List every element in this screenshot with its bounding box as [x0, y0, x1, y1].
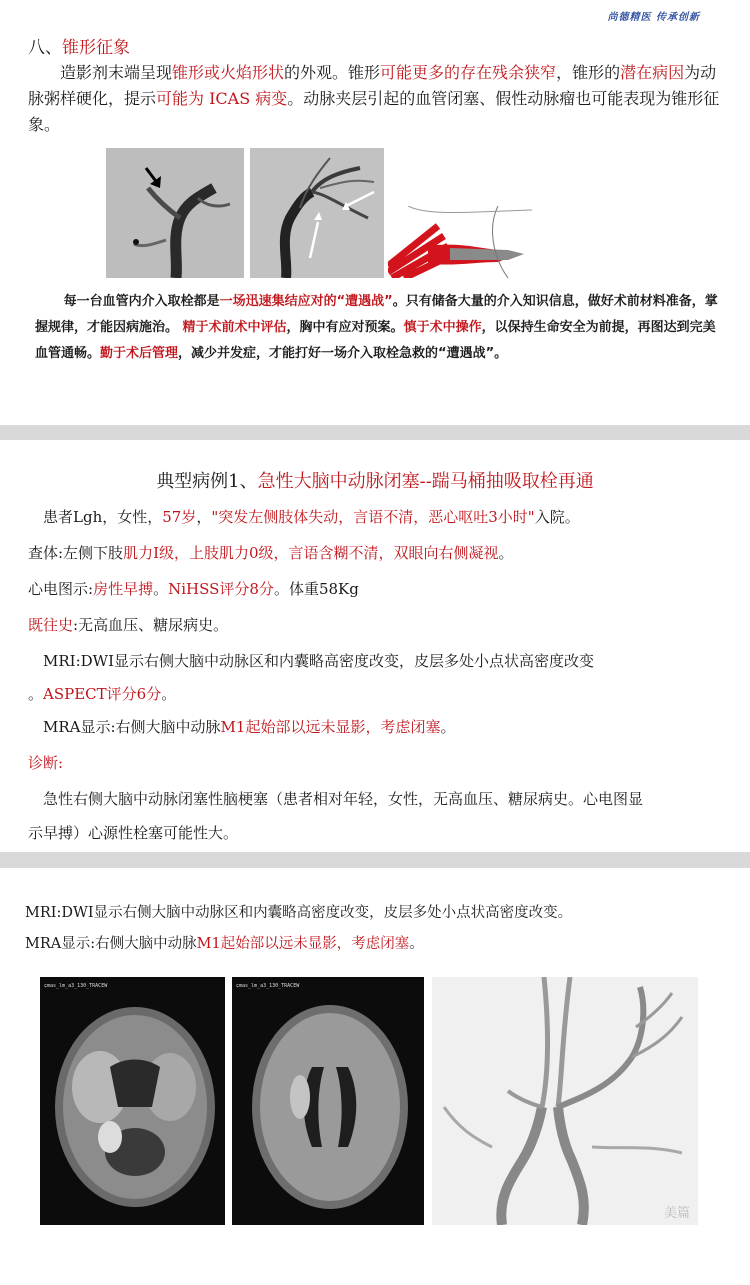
body-text: 查体:左侧下肢 — [28, 544, 124, 562]
highlight-text: 精于术前术中评估 — [182, 320, 287, 335]
body-text: MRA显示:右侧大脑中动脉 — [28, 718, 221, 736]
highlight-text: NiHSS评分8分 — [168, 580, 274, 598]
exam-line — [28, 542, 514, 563]
slide-case-1 — [0, 440, 750, 852]
aspect-line — [28, 683, 176, 704]
mra-caption — [25, 932, 424, 953]
body-text: 。 — [440, 718, 456, 736]
body-text: 心电图示: — [28, 580, 94, 598]
body-text: 的外观。锥形 — [284, 63, 381, 82]
highlight-text: 潜在病因 — [620, 63, 685, 82]
body-text: 患者相对年轻，女性，无高血压、糖尿病史。心电图显 — [283, 790, 644, 808]
body-text: ，减少并发症，才能打好一场介入取栓急救的“遭遇战”。 — [178, 346, 508, 361]
body-text: 为动脉粥样硬化，提示 — [28, 63, 717, 108]
slide-cone-sign — [0, 0, 750, 425]
highlight-text: ASPECT评分6分 — [43, 685, 162, 703]
mri-line — [28, 650, 594, 671]
diagnosis-line-1 — [28, 788, 643, 809]
body-text: 入院。 — [534, 508, 580, 526]
body-text: 。体重58Kg — [273, 580, 359, 598]
watermark-logo: 美篇 — [663, 1206, 690, 1221]
patient-info-line — [28, 506, 580, 527]
slide-separator — [0, 852, 750, 868]
highlight-text: 可能为 ICAS 病变 — [156, 89, 288, 108]
body-text: 。 — [498, 544, 514, 562]
mra-line — [28, 716, 455, 737]
ecg-line — [28, 578, 359, 599]
highlight-text: 勤于术后管理 — [100, 346, 179, 361]
diagnosis-label — [28, 752, 63, 773]
body-text: MRI:DWI显示右侧大脑中动脉区和内囊略高密度改变，皮层多处小点状高密度改变 — [28, 652, 595, 670]
body-text: 。 — [153, 580, 169, 598]
highlight-text: 既往史 — [28, 616, 74, 634]
thrombectomy-paragraph — [35, 289, 725, 367]
highlight-text: 慎于术中操作 — [403, 320, 482, 335]
body-text: 造影剂末端呈现 — [60, 63, 173, 82]
highlight-text: 锥形或火焰形状 — [172, 63, 285, 82]
dwi-scan-2: ɕmas_lm_a3_130_TRACEW — [232, 977, 424, 1225]
slide-watermark: 尚德精医 传承创新 — [607, 12, 700, 23]
body-text: MRI:DWI显示右侧大脑中动脉区和内囊略高密度改变，皮层多处小点状高密度改变。 — [25, 905, 573, 921]
body-text: MRA显示:右侧大脑中动脉 — [25, 936, 197, 952]
highlight-text: M1起始部以远未显影，考虑闭塞 — [196, 936, 410, 952]
body-text: 每一台血管内介入取栓都是 — [63, 294, 220, 309]
highlight-text: 一场迅速集结应对的“遭遇战” — [219, 294, 393, 309]
mri-caption — [25, 901, 572, 922]
body-text: 。只有储备大量的介入知识信息，做好术前材料准备，掌握规律，才能因病施治。 — [35, 294, 718, 335]
highlight-text: 肌力I级，上肢肌力0级，言语含糊不清，双眼向右侧凝视 — [123, 544, 499, 562]
body-text: 。 — [28, 685, 44, 703]
body-text: :无高血压、糖尿病史。 — [73, 616, 229, 634]
cone-sign-illustration — [388, 206, 532, 278]
history-line — [28, 614, 228, 635]
angiography-image-1 — [106, 148, 244, 278]
dwi-scan-1: ɕmas_lm_a3_130_TRACEW — [40, 977, 225, 1225]
highlight-text: 57岁 — [162, 508, 197, 526]
highlight-text: 房性早搏 — [93, 580, 154, 598]
mra-scan — [432, 977, 698, 1225]
case-title: 典型病例1、急性大脑中动脉闭塞--踹马桶抽吸取栓再通 — [156, 471, 594, 492]
body-text: ，锥形的 — [556, 63, 621, 82]
body-text: 。 — [409, 936, 424, 952]
body-text: 示早搏）心源性栓塞可能性大。 — [28, 824, 239, 842]
diagnosis-line-2 — [28, 822, 238, 843]
body-text: ，胸中有应对预案。 — [286, 320, 404, 335]
section-heading: 八、锥形征象 — [28, 38, 130, 58]
body-text: 患者Lgh，女性， — [28, 508, 163, 526]
angiography-image-2 — [250, 148, 384, 278]
slide-separator — [0, 425, 750, 440]
slide-imaging — [0, 868, 750, 1285]
body-text: ， — [196, 508, 212, 526]
body-text: ，以保持生命安全为前提，再图达到完美血管通畅。 — [35, 320, 716, 361]
body-text: 急性右侧大脑中动脉闭塞性脑梗塞（ — [28, 790, 284, 808]
highlight-text: M1起始部以远未显影，考虑闭塞 — [220, 718, 441, 736]
body-text: 。动脉夹层引起的血管闭塞、假性动脉瘤也可能表现为锥形征象。 — [28, 89, 720, 134]
body-text: 。 — [161, 685, 177, 703]
highlight-text: 诊断: — [28, 754, 64, 772]
highlight-text: 可能更多的存在残余狭窄 — [380, 63, 557, 82]
highlight-text: "突发左侧肢体失动，言语不清，恶心呕吐3小时" — [211, 508, 535, 526]
cone-sign-paragraph — [28, 60, 728, 138]
